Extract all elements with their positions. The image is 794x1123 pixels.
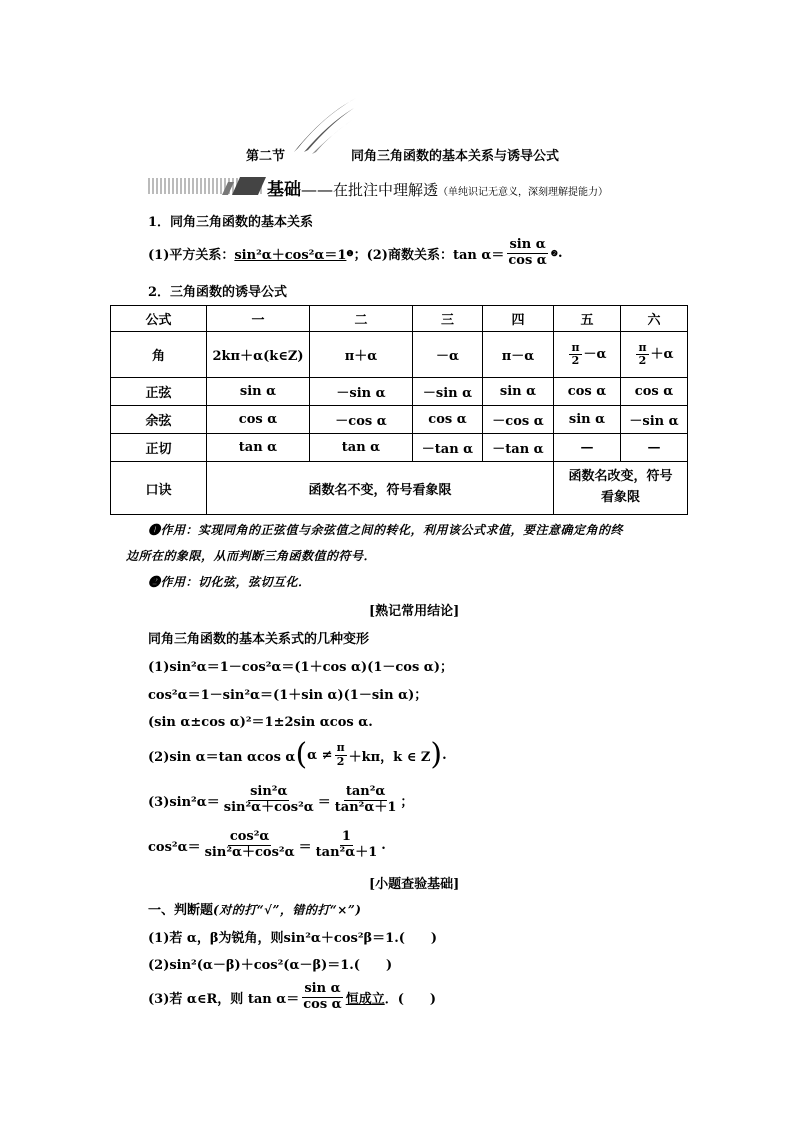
banner-note: （单纯识记无意义，深刻理解提能力） [438,187,609,198]
table-cell: 2kπ＋α(k∈Z) [207,332,310,378]
table-cell: π＋α [310,332,413,378]
note-1-line-1: ❶作用：实现同角的正弦值与余弦值之间的转化，利用该公式求值，要注意确定角的终 [148,523,624,537]
conclusion-line-4 [148,737,447,773]
table-row-angle [111,332,688,378]
table-header-cell: 二 [310,306,413,332]
table-cell: －tan α [483,434,554,462]
conclusion-4-end: . [442,747,447,763]
mnemonic-unchanged: 函数名不变，符号看象限 [207,462,554,515]
note-1-line-2: 边所在的象限，从而判断三角函数值的符号． [126,549,377,563]
conclusion-5-start: (3)sin²α＝ [148,794,220,810]
quiz-heading-note: (对的打“√”，错的打“×”) [213,903,362,917]
table-cell: －sin α [621,406,688,434]
table-row-tangent [111,434,688,462]
angle6-fraction: $\frac{\pi}{2}$ [638,340,647,367]
section-1-heading: 1．同角三角函数的基本关系 [148,215,314,230]
table-header-cell: 一 [207,306,310,332]
table-cell: －α [413,332,483,378]
table-cell: sin α [207,378,310,406]
table-header-cell: 公式 [111,306,207,332]
one-over-tan-fraction: $\frac{1}{\text{tan²α＋1}}$ [315,829,378,860]
conclusions-title: [熟记常用结论] [369,604,460,619]
row-label: 角 [111,332,207,378]
quiz-q3-always-holds: 恒成立 [345,991,385,1007]
quiz-question-1: (1)若 α，β为锐角，则sin²α＋cos²β＝1.( ) [148,931,438,946]
table-row-mnemonic [111,462,688,515]
table-cell: — [621,434,688,462]
mnemonic-changed [554,462,688,515]
table-header-cell: 六 [621,306,688,332]
quiz-q3-start: (3)若 α∈R，则 tan α＝ [148,991,300,1007]
table-header-cell: 五 [554,306,621,332]
section-number: 第二节 [246,149,286,164]
table-cell: －sin α [310,378,413,406]
table-cell [621,332,688,378]
conclusion-line-6 [148,825,386,865]
table-cell: －cos α [310,406,413,434]
row-label: 余弦 [111,406,207,434]
table-cell [554,332,621,378]
row-label: 口诀 [111,462,207,515]
table-header-row [111,306,688,332]
section-2-heading: 2．三角函数的诱导公式 [148,285,288,300]
square-label: (1)平方关系： [148,247,235,263]
quiz-heading-main: 一、判断题 [148,903,214,918]
decorative-swoosh-logo [290,94,360,156]
table-cell: cos α [621,378,688,406]
quiz-title: [小题查验基础] [369,877,460,892]
row-label: 正切 [111,434,207,462]
banner-dash: —— [301,180,333,199]
conclusion-4-tail: ＋kπ，k ∈ Z [348,749,431,765]
quiz-question-2: (2)sin²(α－β)＋cos²(α－β)＝1.( ) [148,958,393,973]
table-cell: cos α [413,406,483,434]
table-cell: cos α [554,378,621,406]
mnemonic-changed-line2: 看象限 [600,490,640,505]
banner-main: 基础 [267,180,301,200]
period: . [557,245,563,261]
banner-slash-icon [222,176,266,196]
table-cell: sin α [483,378,554,406]
left-paren: ( [295,737,308,772]
table-cell: －sin α [413,378,483,406]
table-cell: tan α [207,434,310,462]
square-formula: sin²α＋cos²α＝1 [234,247,347,263]
quotient-fraction: $\frac{\text{sin α}}{\text{cos α}}$ [508,237,547,268]
conclusion-6-end: . [381,837,386,853]
conclusion-4-start: (2)sin α＝tan αcos α [148,749,296,765]
table-row-sine [111,378,688,406]
angle5-fraction: $\frac{\pi}{2}$ [571,340,580,367]
quotient-label: ；(2)商数关系：tan α＝ [353,247,505,263]
table-cell: －tan α [413,434,483,462]
conclusion-line-1: (1)sin²α＝1－cos²α＝(1＋cos α)(1－cos α)； [148,660,453,675]
table-row-cosine [111,406,688,434]
table-header-cell: 四 [483,306,554,332]
banner-sub: 在批注中理解透 [333,181,439,199]
conclusion-line-5 [148,780,413,820]
tan-square-fraction: $\frac{\text{tan²α}}{\text{tan²α＋1}}$ [334,784,397,815]
induction-formula-table [110,305,688,515]
angle5-rest: －α [583,347,607,362]
conclusion-line-3: (sin α±cos α)²＝1±2sin αcos α. [148,715,373,730]
table-cell: sin α [554,406,621,434]
quiz-question-3 [148,979,436,1015]
cos-square-fraction: $\frac{\text{cos²α}}{\text{sin²α＋cos²α}}$ [204,829,295,860]
table-cell: π－α [483,332,554,378]
quiz-heading [148,899,361,918]
note-2: ❷作用：切化弦，弦切互化． [148,575,311,589]
table-cell: －cos α [483,406,554,434]
section-1-relations: (1)平方关系： sin²α＋cos²α＝1 ❶ ；(2)商数关系：tan α＝ $\frac{\text{sin α}}{\text{cos α}}$ ❷ . [148,237,563,268]
right-paren: ) [430,737,443,772]
conclusion-line-2: cos²α＝1－sin²α＝(1＋sin α)(1－sin α)； [148,688,428,703]
conclusion-6-start: cos²α＝ [148,839,201,855]
conclusion-5-end: ； [400,794,414,810]
page-title: 同角三角函数的基本关系与诱导公式 [351,149,560,164]
sin-square-fraction: $\frac{\text{sin²α}}{\text{sin²α＋cos²α}}$ [223,784,314,815]
table-cell: cos α [207,406,310,434]
conclusion-4-condition: α ≠ [307,747,333,763]
table-cell: tan α [310,434,413,462]
conclusions-subtitle: 同角三角函数的基本关系式的几种变形 [148,632,370,647]
quiz-q3-answer-blank: ．( ) [384,991,437,1007]
angle6-rest: ＋α [650,347,674,362]
row-label: 正弦 [111,378,207,406]
table-cell: — [554,434,621,462]
quiz-q3-fraction: $\frac{\text{sin α}}{\text{cos α}}$ [303,981,342,1012]
equals-sign: ＝ [317,794,331,810]
pi-over-2-fraction: $\frac{\pi}{2}$ [336,741,345,768]
table-header-cell: 三 [413,306,483,332]
mnemonic-changed-line1: 函数名改变，符号 [568,469,673,485]
equals-sign: ＝ [298,839,312,855]
banner [267,175,608,200]
